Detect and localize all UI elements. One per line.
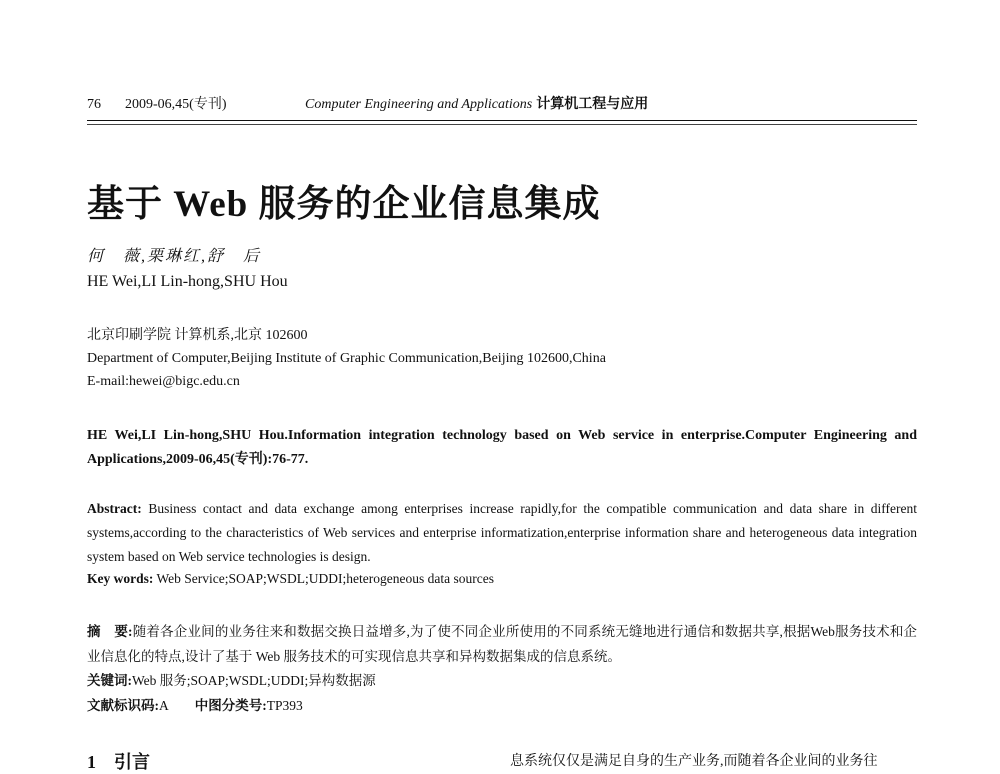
doc-code-label: 文献标识码: — [87, 698, 159, 713]
paper-title: 基于 Web 服务的企业信息集成 — [87, 184, 601, 225]
keywords-cn-label: 关键词: — [87, 673, 132, 688]
journal-name-en: Computer Engineering and Applications — [305, 97, 533, 112]
affiliation-cn: 北京印刷学院 计算机系,北京 102600 — [87, 328, 308, 343]
keywords-cn-text: Web 服务;SOAP;WSDL;UDDI;异构数据源 — [132, 673, 376, 688]
abstract-cn-label: 摘 要: — [87, 624, 133, 639]
citation: HE Wei,LI Lin-hong,SHU Hou.Information integration technology based on Web service in enterprise.Computer Engineering and Applications,2009-06,45(专刊):76-77. — [87, 428, 917, 467]
keywords-en — [87, 571, 494, 587]
author-email: E-mail:hewei@bigc.edu.cn — [87, 374, 240, 389]
doc-code: A — [159, 698, 169, 713]
header-rule-thick — [87, 120, 917, 121]
abstract-cn-text: 随着各企业间的业务往来和数据交换日益增多,为了使不同企业所使用的不同系统无缝地进行通信和数据共享,根据Web服务技术和企业信息化的特点,设计了基于 Web 服务技术的可实现信息共享和异构数据集成的信息系统。 — [87, 624, 917, 664]
affiliation-en: Department of Computer,Beijing Institute of Graphic Communication,Beijing 102600,China — [87, 351, 606, 366]
issue-info: 2009-06,45(专刊) — [125, 97, 227, 112]
clc-code: TP393 — [266, 698, 303, 713]
running-header — [87, 94, 917, 116]
abstract-en-text: Business contact and data exchange among enterprises increase rapidly,for the compatible communication and data share in different systems,according to the characteristics of Web services and enterprise informatization,enterprise information share and heterogeneous data integration system based on Web service technologies is design. — [87, 501, 918, 564]
abstract-en-label: Abstract: — [87, 501, 142, 516]
authors-cn: 何 薇,栗琳红,舒 后 — [87, 248, 262, 265]
keywords-cn — [87, 669, 376, 689]
keywords-en-label: Key words: — [87, 571, 154, 586]
header-rule-thin — [87, 124, 917, 125]
section-heading-introduction: 1 引言 — [87, 752, 150, 772]
keywords-en-text: Web Service;SOAP;WSDL;UDDI;heterogeneous data sources — [156, 571, 494, 586]
column2-text-fragment: 息系统仅仅是满足自身的生产业务,而随着各企业间的业务往 — [510, 754, 878, 769]
classification-line — [87, 694, 303, 714]
authors-en: HE Wei,LI Lin-hong,SHU Hou — [87, 273, 288, 290]
journal-name-cn: 计算机工程与应用 — [536, 97, 649, 112]
abstract-en — [87, 497, 917, 569]
abstract-cn — [87, 619, 917, 669]
page-number: 76 — [87, 97, 101, 112]
clc-label: 中图分类号: — [194, 698, 267, 713]
